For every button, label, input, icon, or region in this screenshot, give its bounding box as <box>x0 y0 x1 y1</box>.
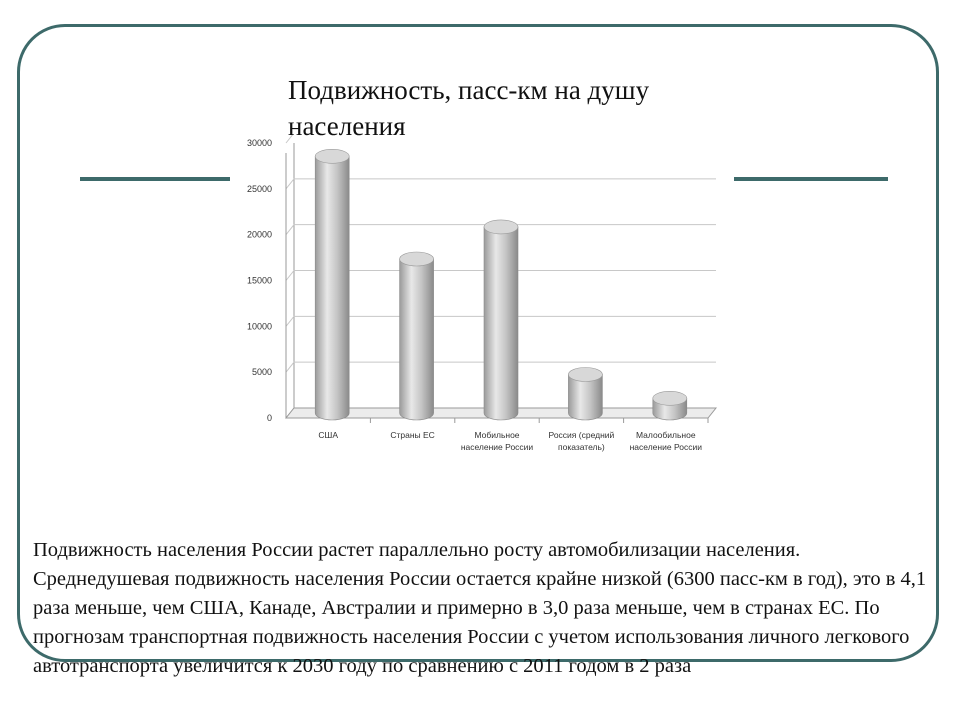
x-tick-label: США <box>318 430 339 440</box>
x-tick-label: Мобильное население России <box>460 430 534 452</box>
bar-1 <box>315 149 349 420</box>
gridline <box>286 179 716 189</box>
bar-5 <box>653 391 687 420</box>
y-tick-label: 30000 <box>246 138 272 148</box>
bar-body <box>484 227 518 420</box>
bar-top <box>568 368 602 382</box>
bar-top <box>484 220 518 234</box>
title-rule-right <box>734 177 888 181</box>
bar-top <box>400 252 434 266</box>
bar-2 <box>400 252 434 420</box>
title-rule-left <box>80 177 230 181</box>
bar-top <box>653 391 687 405</box>
y-tick-label: 15000 <box>246 275 272 286</box>
y-tick-label: 20000 <box>246 229 272 240</box>
description-text: Подвижность населения России растет параллельно росту автомобилизации населения. Среднедушевая подвижность населения России остается крайне низкой (6300 пасс-км в год), это в 4,1 раза меньше, чем США, Канаде, Австралии и примерно в 3,0 раза меньше, чем в странах ЕС. По прогнозам транспортная подвижность населения России с учетом использования личного легкового автотранспорта увеличится к 2030 году по сравнению с 2011 годом в 2 раза <box>33 539 927 677</box>
x-tick-label: Страны ЕС <box>390 430 435 440</box>
bar-body <box>315 156 349 420</box>
bar-chart <box>228 135 728 475</box>
chart-canvas <box>228 135 728 475</box>
y-tick-label: 10000 <box>246 321 272 332</box>
bar-4 <box>568 368 602 421</box>
y-tick-label: 5000 <box>251 367 272 378</box>
bar-top <box>315 149 349 163</box>
x-tick-label: Малообильное население России <box>629 430 702 452</box>
y-tick-label: 25000 <box>246 183 272 194</box>
bar-layer <box>315 149 687 420</box>
chart-title: Подвижность, пасс-км на душу населения <box>288 75 650 141</box>
gridline <box>286 135 716 143</box>
y-tick-label: 0 <box>266 413 272 423</box>
bar-3 <box>484 220 518 420</box>
x-tick-label: Россия (средний показатель) <box>548 430 615 452</box>
bar-body <box>400 259 434 420</box>
